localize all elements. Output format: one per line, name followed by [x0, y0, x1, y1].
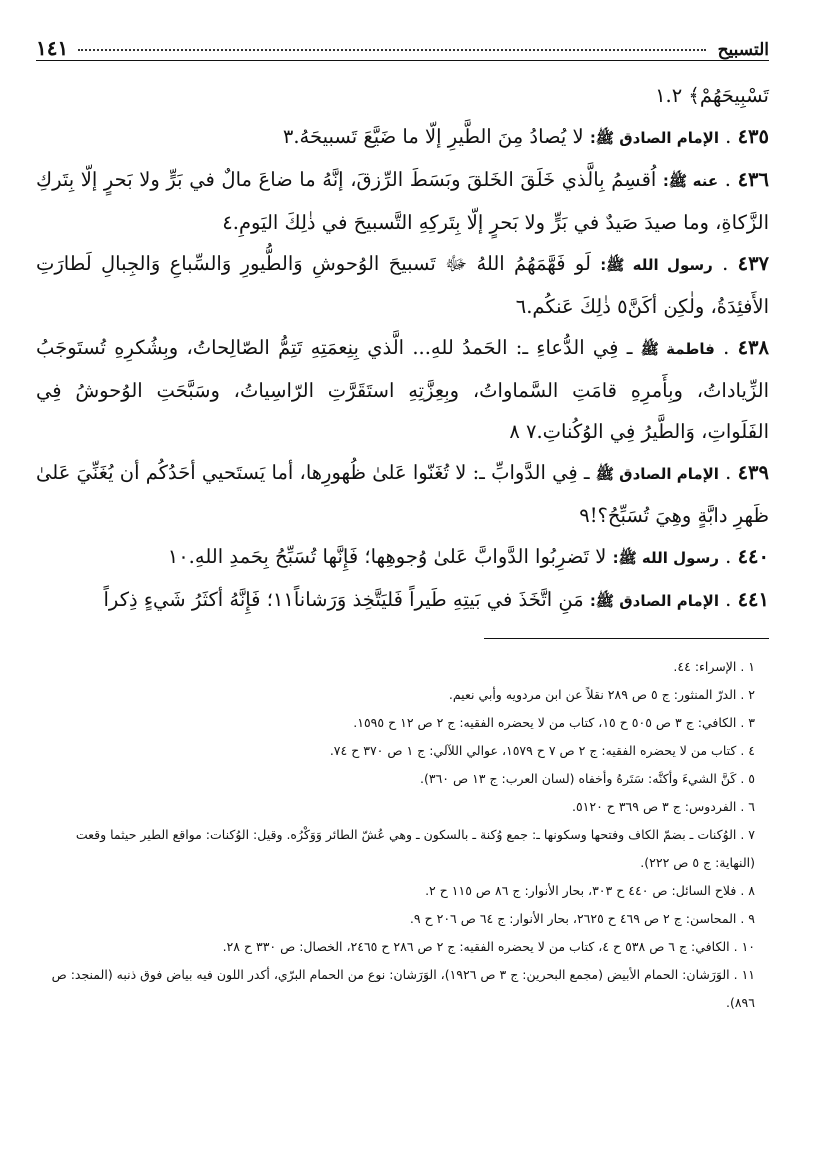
- running-header: [36, 26, 769, 61]
- hadith-number: ٤٣٧: [737, 252, 770, 275]
- hadith-437: ٤٣٧ . رسول الله ﷺ: لَو فَهَّمَهُمُ اللهُ ﷻ تَسبيحَ الوُحوشِ وَالطُّيورِ وَالسِّباعِ وَالجِبالِ لَطارَتِ الأَفئِدَةُ، ولٰكِن أكَنَّ٥ ذٰلِكَ عَنكُم.٦: [36, 252, 770, 318]
- hadith-440: ٤٤٠ . رسول الله ﷺ: لا تَضرِبُوا الدَّوابَّ عَلىٰ وُجوهِها؛ فَإِنَّها تُسَبِّحُ بِحَمدِ اللهِ.١٠: [167, 545, 769, 568]
- intro-line: تَسْبِيحَهُمْ﴾ ١.٢: [655, 84, 769, 107]
- hadith-number: ٤٤٠: [737, 545, 769, 568]
- footnote-3: ٣ . الكافي: ج ٣ ص ٥٠٥ ح ١٥، كتاب من لا يحضره الفقيه: ج ٢ ص ١٢ ح ١٥٩٥.: [353, 715, 755, 730]
- hadith-number: ٤٣٦: [737, 168, 769, 191]
- main-text: [36, 75, 769, 622]
- hadith-speaker: رسول الله ﷺ:: [600, 256, 713, 274]
- hadith-number: ٤٣٥: [737, 125, 769, 148]
- header-dot-leader: [78, 49, 705, 51]
- hadith-text: مَنِ اتَّخَذَ في بَيتِهِ طَيراً فَليَتَّخِذ وَرَشاناً١١؛ فَإِنَّهُ أكثَرُ شَيءٍ ذِكراً: [103, 588, 584, 611]
- hadith-436: ٤٣٦ . عنه ﷺ: اُقسِمُ بِالَّذي خَلَقَ الخَلقَ وبَسَطَ الرِّزقَ، إنَّهُ ما ضاعَ مالٌ في بَرٍّ ولا بَحرٍ إلّا بِتَركِ الزَّكاةِ، وما صيدَ صَيدٌ في بَرٍّ ولا بَحرٍ إلّا بِتَركِهِ التَّسبيحَ في ذٰلِكَ اليَومِ.٤: [36, 168, 769, 234]
- hadith-text: لا تَضرِبُوا الدَّوابَّ عَلىٰ وُجوهِها؛ فَإِنَّها تُسَبِّحُ بِحَمدِ اللهِ.١٠: [167, 545, 607, 568]
- hadith-number: ٤٣٩: [737, 461, 769, 484]
- hadith-speaker: رسول الله ﷺ:: [612, 549, 719, 567]
- page-number: ١٤١: [36, 36, 69, 60]
- footnote-4: ٤ . كتاب من لا يحضره الفقيه: ج ٢ ص ٧ ح ١٥٧٩، عوالي اللآلي: ج ١ ص ٣٧٠ ح ٧٤.: [329, 743, 755, 758]
- footnote-separator: [484, 638, 769, 639]
- hadith-text: اُقسِمُ بِالَّذي خَلَقَ الخَلقَ وبَسَطَ الرِّزقَ، إنَّهُ ما ضاعَ مالٌ في بَرٍّ ولا بَحرٍ إلّا بِتَركِ الزَّكاةِ، وما صيدَ صَيدٌ في بَرٍّ ولا بَحرٍ إلّا بِتَركِهِ التَّسبيحَ في ذٰلِكَ اليَومِ.٤: [36, 168, 769, 234]
- hadith-text: لَو فَهَّمَهُمُ اللهُ ﷻ تَسبيحَ الوُحوشِ وَالطُّيورِ وَالسِّباعِ وَالجِبالِ لَطارَتِ الأَفئِدَةُ، ولٰكِن أكَنَّ٥ ذٰلِكَ عَنكُم.٦: [36, 252, 769, 318]
- hadith-435: ٤٣٥ . الإمام الصادق ﷺ: لا يُصادُ مِنَ الطَّيرِ إلّا ما ضَيَّعَ تَسبيحَهُ.٣: [282, 125, 769, 148]
- footnote-6: ٦ . الفردوس: ج ٣ ص ٣٦٩ ح ٥١٢٠.: [571, 799, 755, 814]
- hadith-441: ٤٤١ . الإمام الصادق ﷺ: مَنِ اتَّخَذَ في بَيتِهِ طَيراً فَليَتَّخِذ وَرَشاناً١١؛ فَإِنَّهُ أكثَرُ شَيءٍ ذِكراً: [103, 588, 769, 611]
- footnote-7: ٧ . الوُكنات ـ بضمّ الكاف وفتحها وسكونها ـ: جمع وُكنة ـ بالسكون ـ وهي عُشّ الطائر وَوَكْرُه. وقيل: الوُكنات: مواقع الطير حيثما وقعت (النهاية: ج ٥ ص ٢٢٢).: [75, 827, 755, 870]
- hadith-text: ـ فِي الدَّوابِّ ـ: لا تُغَنّوا عَلىٰ ظُهورِها، أما يَستَحيي أحَدُكُم أن يُغَنِّيَ عَلىٰ ظَهرِ دابَّةٍ وهِيَ تُسَبِّحُ؟!٩: [36, 461, 769, 527]
- hadith-number: ٤٤١: [737, 588, 769, 611]
- hadith-speaker: الإمام الصادق ﷺ: [595, 465, 719, 483]
- footnote-11: ١١ . الوَرَشان: الحمام الأبيض (مجمع البحرين: ج ٣ ص ١٩٢٦)، الوَرَشان: نوع من الحمام البرّي، أكدر اللون فيه بياض فوق ذنبه (المنجد: ص ٨٩٦).: [51, 967, 755, 1010]
- hadith-text: لا يُصادُ مِنَ الطَّيرِ إلّا ما ضَيَّعَ تَسبيحَهُ.٣: [282, 125, 584, 148]
- book-page: [36, 26, 769, 1140]
- footnote-10: ١٠ . الكافي: ج ٦ ص ٥٣٨ ح ٤، كتاب من لا يحضره الفقيه: ج ٢ ص ٢٨٦ ح ٢٤٦٥، الخصال: ص ٣٣٠ ح ٢٨.: [222, 939, 755, 954]
- hadith-text: ـ فِي الدُّعاءِ ـ: الحَمدُ للهِ... الَّذي بِنِعمَتِهِ تَتِمُّ الصّالِحاتُ، وبِشُكرِهِ تُستَوجَبُ الزِّياداتُ، وبِأَمرِهِ قامَتِ السَّماواتُ، وبِعِزَّتِهِ استَقَرَّتِ الرّاسِياتُ، وسَبَّحَتِ الوُحوشُ فِي الفَلَواتِ، وَالطَّيرُ فِي الوُكُناتِ.٧ ٨: [36, 336, 769, 443]
- hadith-speaker: عنه ﷺ:: [662, 172, 719, 190]
- footnote-1: ١ . الإسراء: ٤٤.: [673, 659, 755, 674]
- hadith-number: ٤٣٨: [737, 336, 769, 359]
- footnote-8: ٨ . فلاح السائل: ص ٤٤٠ ح ٣٠٣، بحار الأنوار: ج ٨٦ ص ١١٥ ح ٢.: [425, 883, 755, 898]
- hadith-439: ٤٣٩ . الإمام الصادق ﷺ ـ فِي الدَّوابِّ ـ: لا تُغَنّوا عَلىٰ ظُهورِها، أما يَستَحيي أحَدُكُم أن يُغَنِّيَ عَلىٰ ظَهرِ دابَّةٍ وهِيَ تُسَبِّحُ؟!٩: [36, 461, 769, 527]
- hadith-438: ٤٣٨ . فاطمة ﷺ ـ فِي الدُّعاءِ ـ: الحَمدُ للهِ... الَّذي بِنِعمَتِهِ تَتِمُّ الصّالِحاتُ، وبِشُكرِهِ تُستَوجَبُ الزِّياداتُ، وبِأَمرِهِ قامَتِ السَّماواتُ، وبِعِزَّتِهِ استَقَرَّتِ الرّاسِياتُ، وسَبَّحَتِ الوُحوشُ فِي الفَلَواتِ، وَالطَّيرُ فِي الوُكُناتِ.٧ ٨: [36, 336, 769, 443]
- hadith-speaker: فاطمة ﷺ: [640, 340, 715, 358]
- footnote-2: ٢ . الدرّ المنثور: ج ٥ ص ٢٨٩ نقلاً عن ابن مردويه وأبي نعيم.: [448, 687, 755, 702]
- footnotes: [36, 653, 769, 1017]
- hadith-speaker: الإمام الصادق ﷺ:: [589, 592, 719, 610]
- hadith-speaker: الإمام الصادق ﷺ:: [589, 129, 719, 147]
- footnote-5: ٥ . كَنَّ الشيءَ وأكنَّه: سَتَرهُ وأخفاه (لسان العرب: ج ١٣ ص ٣٦٠).: [420, 771, 755, 786]
- running-title: التسبيح: [717, 40, 769, 60]
- footnote-9: ٩ . المحاسن: ج ٢ ص ٤٦٩ ح ٢٦٢٥، بحار الأنوار: ج ٦٤ ص ٢٠٦ ح ٩.: [409, 911, 755, 926]
